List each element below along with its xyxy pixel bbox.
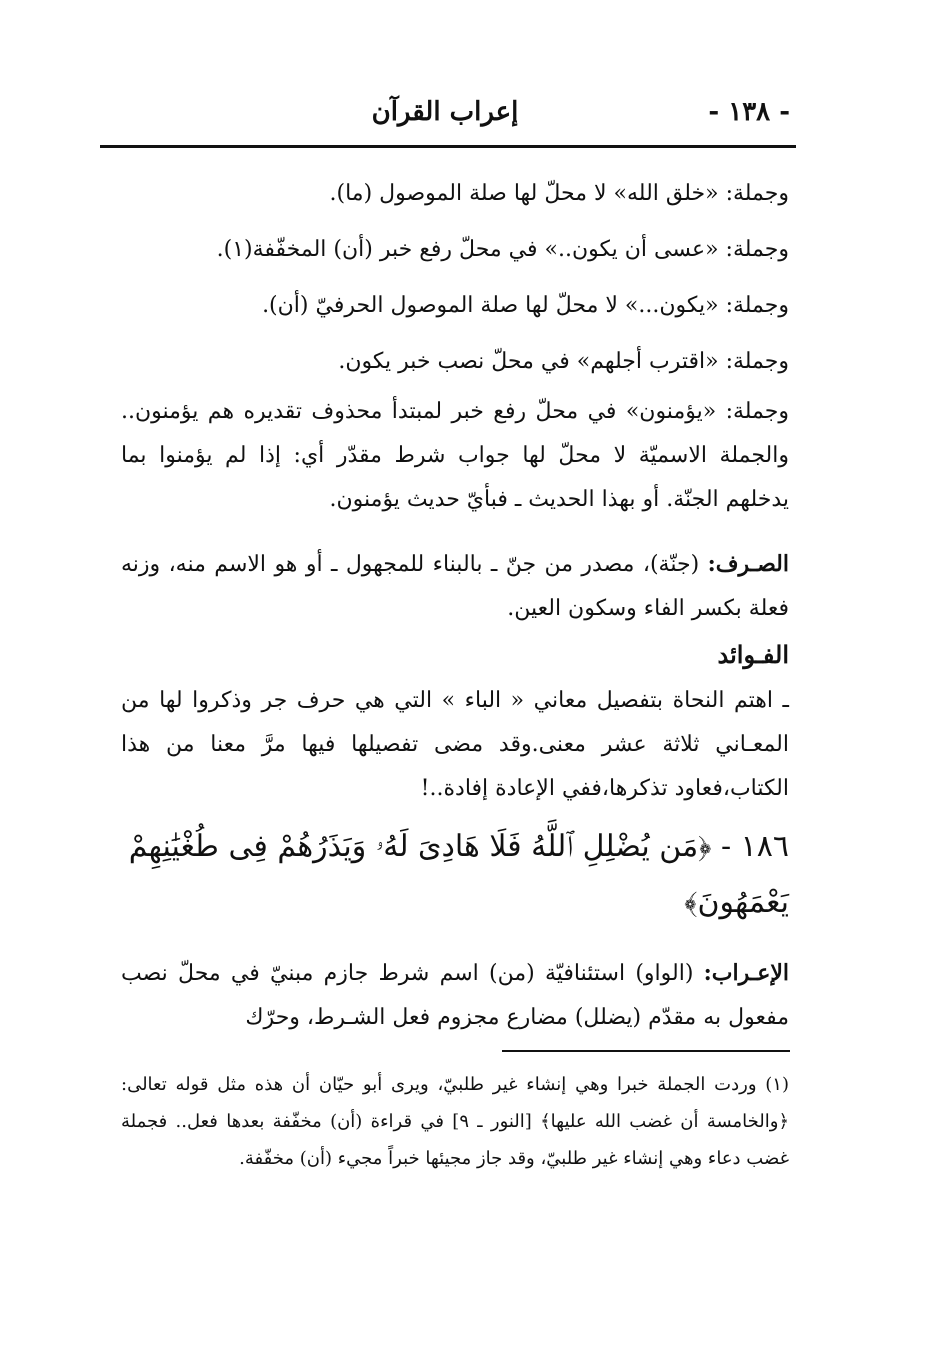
sentence-line: وجملة: «عسى أن يكون..» في محلّ رفع خبر (أن) المخفّفة(١). — [216, 237, 789, 262]
irab-label: الإعـراب: — [703, 960, 789, 986]
irab-paragraph — [121, 951, 789, 1040]
sarf-label: الصـرف: — [707, 551, 789, 577]
sentence-line: وجملة: «خلق الله» لا محلّ لها صلة الموصول (ما). — [329, 181, 789, 206]
fawaid-title: الفـوائد — [717, 640, 789, 669]
footnotes — [121, 1066, 789, 1177]
page-header — [100, 92, 790, 132]
sentence-paragraph: وجملة: «يؤمنون» في محلّ رفع خبر لمبتدأ محذوف تقديره هم يؤمنون.. والجملة الاسميّة لا محلّ لها جواب شرط مقدّر أي: إذا لم يؤمنوا بما يدخلهم الجنّة. أو بهذا الحديث ـ فبأيّ حديث يؤمنون. — [121, 399, 789, 512]
irab-text: (الواو) استئنافيّة (من) اسم شرط جازم مبنيّ في محلّ نصب مفعول به مقدّم (يضلل) مضارع مجزوم فعل الشـرط، وحرّك — [121, 961, 789, 1030]
sentence-line: وجملة: «يكون...» لا محلّ لها صلة الموصول الحرفيّ (أن). — [262, 293, 789, 318]
sentence-line: وجملة: «اقترب أجلهم» في محلّ نصب خبر يكون. — [338, 349, 789, 374]
page-number: - ١٣٨ - — [708, 97, 790, 127]
footnote-1: (١) وردت الجملة خبرا وهي إنشاء غير طلبيّ، ويرى أبو حيّان أن هذه مثل قوله تعالى: ﴿والخامسة أن غضب الله عليها﴾ [النور ـ ٩] في قراءة (أن) مخفّفة بعدها فعل.. فجملة غضب دعاء وهي إنشاء غير طلبيّ، وقد جاز مجيئها خبراً مجيء (أن) مخفّفة. — [121, 1074, 789, 1169]
footnote-rule — [502, 1050, 790, 1052]
fawaid-paragraph: ـ اهتم النحاة بتفصيل معاني « الباء » التي هي حرف جر وذكروا لها من المعـاني ثلاثة عشر معنى.وقد مضى تفصيلها فيها مرَّ معنا من هذا الكتاب،فعاود تذكرها،ففي الإعادة إفادة..! — [121, 688, 789, 801]
main-text — [121, 166, 789, 1040]
running-title: إعراب القرآن — [371, 97, 519, 127]
quran-verse: ١٨٦ - ﴿مَن يُضْلِلِ ٱللَّهُ فَلَا هَادِىَ لَهُۥ وَيَذَرُهُمْ فِى طُغْيَٰنِهِمْ يَعْمَهُونَ﴾ — [128, 829, 789, 920]
sarf-text: (جنّة)، مصدر من جنّ ـ بالبناء للمجهول ـ أو هو الاسم منه، وزنه فعلة بكسر الفاء وسكون العين. — [121, 552, 789, 621]
header-rule — [100, 145, 796, 148]
sarf-paragraph — [121, 542, 789, 631]
